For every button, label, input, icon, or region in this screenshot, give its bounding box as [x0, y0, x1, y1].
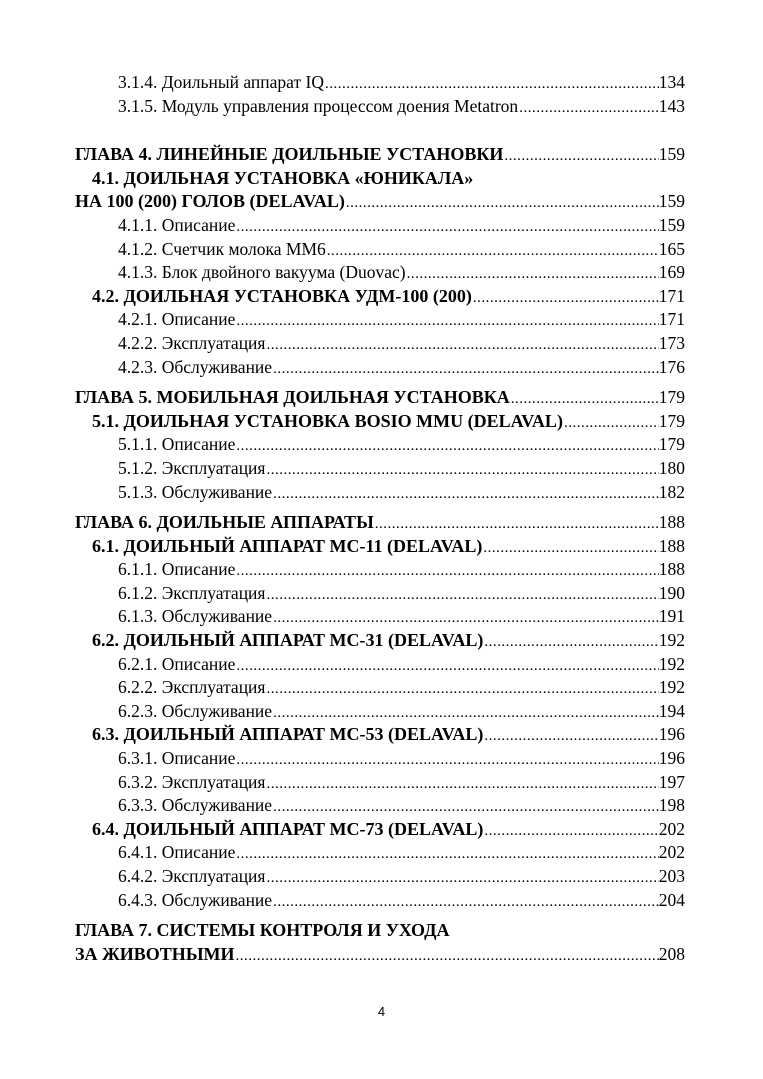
- toc-leader-dots: [272, 607, 659, 631]
- toc-leader-dots: [265, 867, 658, 891]
- toc-leader-dots: [563, 412, 659, 436]
- toc-leader-dots: [345, 192, 659, 216]
- toc-entry-title: 3.1.5. Модуль управления процессом доения Metatron: [118, 95, 519, 116]
- toc-entry-page: 143: [658, 95, 685, 116]
- toc-entry-page: 169: [658, 262, 685, 283]
- toc-entry-page: 188: [658, 535, 685, 556]
- toc-entry-title: 6.1.1. Описание: [118, 559, 236, 580]
- toc-entry[interactable]: [75, 167, 685, 191]
- toc-entry[interactable]: [75, 95, 685, 119]
- toc-entry-page: 188: [658, 559, 685, 580]
- toc-entry-page: 194: [658, 700, 685, 721]
- toc-entry-title: 6.4.2. Эксплуатация: [118, 866, 266, 886]
- toc-entry-title: 4.2.2. Эксплуатация: [118, 332, 266, 353]
- toc-entry-title: 4.1.2. Счетчик молока ММ6: [118, 238, 326, 259]
- toc-entry[interactable]: [75, 794, 685, 818]
- toc-entry-title: 6.4. ДОИЛЬНЫЙ АППАРАТ МС-73 (DELAVAL): [92, 818, 484, 839]
- toc-leader-dots: [272, 483, 659, 507]
- toc-leader-dots: [235, 216, 658, 240]
- toc-entry[interactable]: [75, 457, 685, 481]
- toc-entry[interactable]: [75, 558, 685, 582]
- toc-leader-dots: [483, 725, 658, 749]
- toc-entry-title: 6.1. ДОИЛЬНЫЙ АППАРАТ МС-11 (DELAVAL): [92, 535, 483, 556]
- toc-entry[interactable]: [75, 919, 685, 943]
- toc-leader-dots: [324, 73, 659, 97]
- toc-leader-dots: [265, 678, 658, 702]
- toc-entry-title: 6.4.3. Обслуживание: [118, 889, 273, 910]
- toc-entry[interactable]: [75, 71, 685, 95]
- toc-entry-page: 165: [658, 238, 685, 259]
- toc-entry-page: 202: [658, 818, 685, 839]
- toc-entry[interactable]: [75, 676, 685, 700]
- toc-entry[interactable]: [75, 410, 685, 434]
- toc-entry-page: 159: [658, 191, 685, 212]
- toc-entry-page: 173: [658, 332, 685, 353]
- toc-leader-dots: [234, 945, 658, 969]
- toc-leader-dots: [482, 537, 658, 561]
- toc-leader-dots: [472, 287, 659, 311]
- toc-entry[interactable]: [75, 653, 685, 677]
- toc-entry-page: 203: [658, 866, 685, 886]
- toc-leader-dots: [235, 843, 658, 867]
- toc-entry-title: 5.1.1. Описание: [118, 434, 236, 455]
- toc-entry[interactable]: [75, 535, 685, 559]
- toc-leader-dots: [235, 560, 658, 584]
- toc-leader-dots: [265, 334, 658, 358]
- toc-entry-page: 134: [658, 72, 685, 92]
- toc-leader-dots: [235, 749, 658, 773]
- toc-entry-title: 6.4.1. Описание: [118, 842, 236, 863]
- toc-entry[interactable]: [75, 214, 685, 238]
- toc-leader-dots: [326, 240, 659, 264]
- toc-entry-page: 192: [658, 653, 685, 674]
- toc-entry[interactable]: [75, 700, 685, 724]
- toc-entry[interactable]: [75, 771, 685, 795]
- toc-entry-title: ГЛАВА 7. СИСТЕМЫ КОНТРОЛЯ И УХОДА: [75, 920, 450, 941]
- toc-entry-page: 197: [658, 771, 685, 792]
- toc-entry-title: 6.3.3. Обслуживание: [118, 795, 273, 816]
- toc-entry[interactable]: [75, 332, 685, 356]
- toc-leader-dots: [503, 145, 658, 169]
- toc-entry[interactable]: [75, 582, 685, 606]
- toc-entry[interactable]: [75, 818, 685, 842]
- toc-entry-title: 6.2.1. Описание: [118, 653, 236, 674]
- toc-entry-title: 4.1.3. Блок двойного вакуума (Duovac): [118, 262, 406, 283]
- toc-entry-page: 179: [658, 434, 685, 455]
- toc-entry-title: ЗА ЖИВОТНЫМИ: [75, 943, 235, 964]
- toc-entry-page: 171: [658, 285, 685, 306]
- toc-entry-title: 3.1.4. Доильный аппарат IQ: [118, 72, 324, 92]
- toc-entry[interactable]: [75, 308, 685, 332]
- toc-entry[interactable]: [75, 190, 685, 214]
- toc-entry-title: НА 100 (200) ГОЛОВ (DELAVAL): [75, 191, 345, 212]
- toc-entry[interactable]: [75, 865, 685, 889]
- page-number: 4: [377, 1004, 386, 1019]
- toc-entry-page: 159: [658, 144, 685, 165]
- toc-entry[interactable]: [75, 889, 685, 913]
- toc-entry-page: 179: [658, 387, 685, 408]
- toc-entry[interactable]: [75, 747, 685, 771]
- toc-entry-title: 6.3.1. Описание: [118, 748, 236, 769]
- toc-leader-dots: [272, 702, 659, 726]
- toc-leader-dots: [265, 459, 658, 483]
- toc-entry-title: 5.1.3. Обслуживание: [118, 481, 273, 502]
- toc-entry[interactable]: [75, 261, 685, 285]
- toc-entry[interactable]: [75, 386, 685, 410]
- toc-entry-title: 4.2.1. Описание: [118, 309, 236, 330]
- toc-leader-dots: [265, 773, 658, 797]
- toc-leader-dots: [272, 796, 659, 820]
- toc-entry-page: 159: [658, 214, 685, 235]
- toc-entry-page: 191: [658, 606, 685, 627]
- toc-entry[interactable]: [75, 605, 685, 629]
- toc-entry-title: 6.2. ДОИЛЬНЫЙ АППАРАТ МС-31 (DELAVAL): [92, 630, 484, 651]
- toc-entry-title: ГЛАВА 6. ДОИЛЬНЫЕ АППАРАТЫ: [75, 512, 374, 533]
- toc-leader-dots: [374, 513, 659, 537]
- toc-gap: [75, 118, 685, 143]
- toc-entry-title: 4.2. ДОИЛЬНАЯ УСТАНОВКА УДМ-100 (200): [92, 285, 472, 306]
- toc-entry-title: 6.1.3. Обслуживание: [118, 606, 273, 627]
- toc-entry-title: 4.2.3. Обслуживание: [118, 356, 273, 377]
- toc-entry-page: 204: [658, 889, 685, 910]
- toc-entry-page: 196: [658, 748, 685, 769]
- toc-entry-title: ГЛАВА 4. ЛИНЕЙНЫЕ ДОИЛЬНЫЕ УСТАНОВКИ: [75, 144, 504, 165]
- toc-entry-title: 5.1.2. Эксплуатация: [118, 457, 266, 478]
- toc-entry-title: 6.2.3. Обслуживание: [118, 700, 273, 721]
- toc-leader-dots: [235, 655, 658, 679]
- toc-entry-page: 182: [658, 481, 685, 502]
- toc-leader-dots: [272, 891, 659, 915]
- toc-entry-title: ГЛАВА 5. МОБИЛЬНАЯ ДОИЛЬНАЯ УСТАНОВКА: [75, 387, 510, 408]
- toc-entry[interactable]: [75, 629, 685, 653]
- toc-leader-dots: [483, 631, 658, 655]
- toc-entry[interactable]: [75, 841, 685, 865]
- toc-entry[interactable]: [75, 238, 685, 262]
- toc-leader-dots: [235, 310, 658, 334]
- toc-leader-dots: [235, 435, 658, 459]
- toc-entry-page: 192: [658, 630, 685, 651]
- toc-entry-page: 202: [658, 842, 685, 863]
- toc-entry[interactable]: [75, 285, 685, 309]
- toc-entry-page: 180: [658, 457, 685, 478]
- toc-entry[interactable]: [75, 433, 685, 457]
- toc-entry[interactable]: [75, 723, 685, 747]
- toc-entry[interactable]: [75, 511, 685, 535]
- toc-entry-page: 171: [658, 309, 685, 330]
- toc-entry-page: 188: [658, 512, 685, 533]
- toc-entry[interactable]: [75, 481, 685, 505]
- toc-entry-page: 208: [658, 943, 685, 964]
- toc-entry-page: 176: [658, 356, 685, 377]
- toc-leader-dots: [272, 358, 659, 382]
- toc-entry-title: 6.3.2. Эксплуатация: [118, 771, 266, 792]
- toc-entry[interactable]: [75, 143, 685, 167]
- toc-entry-title: 6.1.2. Эксплуатация: [118, 582, 266, 603]
- toc-entry-title: 6.3. ДОИЛЬНЫЙ АППАРАТ МС-53 (DELAVAL): [92, 724, 484, 745]
- toc-leader-dots: [510, 388, 659, 412]
- toc-entry-title: 6.2.2. Эксплуатация: [118, 677, 266, 698]
- toc-entry-page: 179: [658, 410, 685, 431]
- toc-entry-page: 198: [658, 795, 685, 816]
- toc-leader-dots: [518, 97, 659, 121]
- toc-entry[interactable]: [75, 943, 685, 967]
- toc-leader-dots: [265, 584, 658, 608]
- toc-leader-dots: [406, 263, 659, 287]
- toc-entry-title: 5.1. ДОИЛЬНАЯ УСТАНОВКА BOSIO MMU (DELAVAL): [92, 410, 563, 431]
- toc-entry-title: 4.1.1. Описание: [118, 214, 236, 235]
- toc-entry-page: 190: [658, 582, 685, 603]
- toc-entry-page: 192: [658, 677, 685, 698]
- table-of-contents: [75, 71, 685, 966]
- toc-entry-page: 196: [658, 724, 685, 745]
- toc-entry-title: 4.1. ДОИЛЬНАЯ УСТАНОВКА «ЮНИКАЛА»: [92, 167, 474, 188]
- toc-leader-dots: [483, 820, 658, 844]
- toc-entry[interactable]: [75, 356, 685, 380]
